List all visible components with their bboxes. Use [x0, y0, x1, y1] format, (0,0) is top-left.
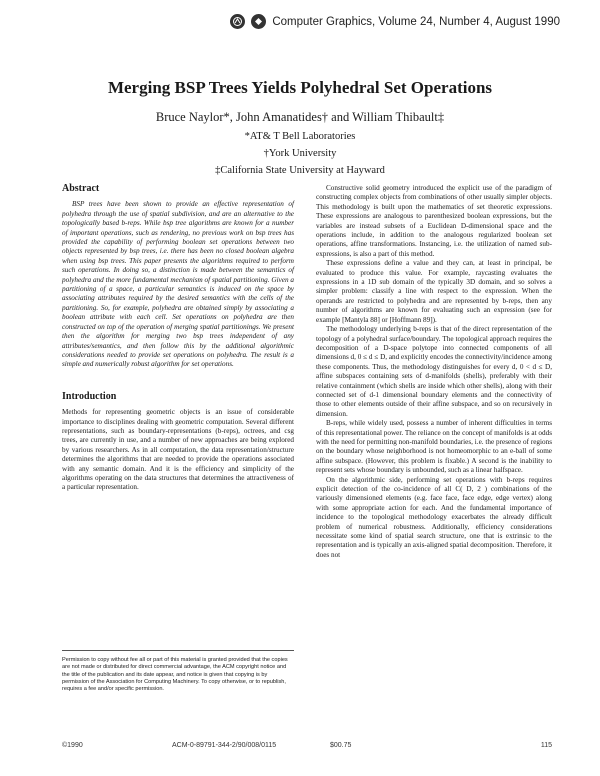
copyright-notice: Permission to copy without fee all or part of this material is granted provided that the copies are not made or distributed for direct commercial advantage, the ACM copyright notice and the title of the publication and its date appear, and notice is given that copying is by permission of the Association for Computing Machinery. To copy otherwise, or to republish, requires a fee and/or specific permission. [62, 650, 294, 693]
footer-year: ©1990 [62, 742, 83, 749]
abstract-text: BSP trees have been shown to provide an effective representation of polyhedra through the use of spatial subdivision, and are an alternative to the topologically based b-reps. While bsp tree algorithms are known for a number of important operations, such as rendering, no previous work on bsp trees has provided the capability of performing boolean set operations between two objects represented by bsp trees, i.e. there has been no closed boolean algebra when using bsp trees. This paper presents the algorithms required to perform such operations. In doing so, a distinction is made between the semantics of polyhedra and the more fundamental mechanism of spatial partitioning. Given a partitioning of a space, a particular semantics is induced on the space by associating attributes required by the desired semantics with the cells of the partitioning. So, for example, polyhedra are obtained simply by associating a boolean attribute with each cell. Set operations on polyhedra are then constructed on top of the operation of merging spatial partitionings. We present then the algorithm for merging two bsp trees independent of any attributes/semantics, and then follow this by the additional algorithmic considerations needed to provide set operations on polyhedra. The result is a simple and numerically robust algorithm for set operations. [62, 200, 294, 369]
affiliation-3: ‡California State University at Hayward [215, 165, 385, 176]
abstract-heading: Abstract [62, 183, 100, 194]
acm-logo-icon [230, 14, 245, 29]
footer-price: $00.75 [330, 742, 352, 749]
running-header [230, 14, 560, 29]
author-list: Bruce Naylor*, John Amanatides† and William Thibault‡ [155, 110, 445, 124]
footer-issn: ACM-0-89791-344-2/90/008/0115 [172, 742, 277, 749]
affiliation-2: †York University [263, 148, 337, 159]
paragraph: Constructive solid geometry introduced the explicit use of the paradigm of constructing complex objects from combinations of other usually simpler objects. This methodology is built upon the mathematics of set theoretic expressions. These expressions are analogous to parenthesized boolean expressions, but the variables are instead subsets of a Euclidean D-dimensional space and the operations include, in addition to the analogous regularized boolean set operations, affine transformations. Instancing, i.e. the utilization of named sub-expressions, is also a part of this method. [316, 184, 552, 258]
affiliation-1: *AT& T Bell Laboratories [244, 131, 356, 142]
introduction-heading: Introduction [62, 390, 117, 402]
left-column [62, 184, 294, 493]
paragraph: B-reps, while widely used, possess a number of inherent difficulties in terms of this representational power. The reliance on the concept of manifolds is at odds with the need for permitting non-manifold boundaries, i.e. the presence of regions on the boundary whose neighborhood is not homeomorphic to an e-ball of some affine subspace. (However, this problem is fixable.) A second is the inability to represent sets whose boundary is unbounded, such as a linear halfspace. [316, 419, 552, 475]
siggraph-logo-icon [251, 14, 266, 29]
paragraph: On the algorithmic side, performing set operations with b-reps requires explicit detection of the co-incidence of all C( D, 2 ) combinations of the variously dimensioned elements (e.g. face face, face edge, edge vertex) along with some appropriate action for each. And the fundamental importance of incidence to the topological methodology exacerbates the already difficult problem of numerical robustness. Additionally, efficiency considerations necessitate some kind of spatial search structure, one that is extrinsic to the representation and is typically an axis-aligned spatial decomposition. Therefore, it does not [316, 475, 552, 559]
paragraph: The methodology underlying b-reps is that of the direct representation of the topology of a polyhedral surface/boundary. The topological approach requires the decomposition of a D-space polytope into connected components of all dimensions d, 0 ≤ d ≤ D, and explicitly encodes the connectivity/incidence among these components. Thus, the methodology distinguishes for every d, 0 < d ≤ D, affine subspaces containing sets of d-manifolds (shells), preferably with their relative containment (which shells are inside which other shells), along with their connected set of d-1 dimensional boundary elements and the connectivity of those to other elements outside of their affine subspace, and so on recursively in dimension. [316, 325, 552, 418]
page-number: 115 [540, 742, 552, 749]
introduction-text: Methods for representing geometric objects is an issue of considerable importance to disciplines dealing with geometric computation. Several different representations, such as boundary-representations (b-reps), octrees, and csg trees, are currently in use, and a number of new approaches are being explored by various researchers. As in all computation, the data representation/structure determines the algorithms that are needed to provide the operations associated with any semantic domain. And it is the efficiency and simplicity of the algorithms operating on the data structures that determines the attractiveness of a particular representation. [62, 408, 294, 492]
journal-reference: Computer Graphics, Volume 24, Number 4, August 1990 [272, 15, 560, 28]
right-column [316, 184, 552, 560]
paper-title: Merging BSP Trees Yields Polyhedral Set Operations [107, 78, 493, 97]
paragraph: These expressions define a value and they can, at least in principal, be evaluated to produce this value. For example, raycasting evaluates the expressions in a 1D sub domain of the typically 3D domain, and so solves a simpler problem: classify a line with respect to the expression. When the operands are restricted to polyhedra and are represented by b-reps, then any number of algorithms are known for evaluating such an expression (see for example [Mantyla 88] or [Hoffmann 89]). [316, 259, 552, 324]
